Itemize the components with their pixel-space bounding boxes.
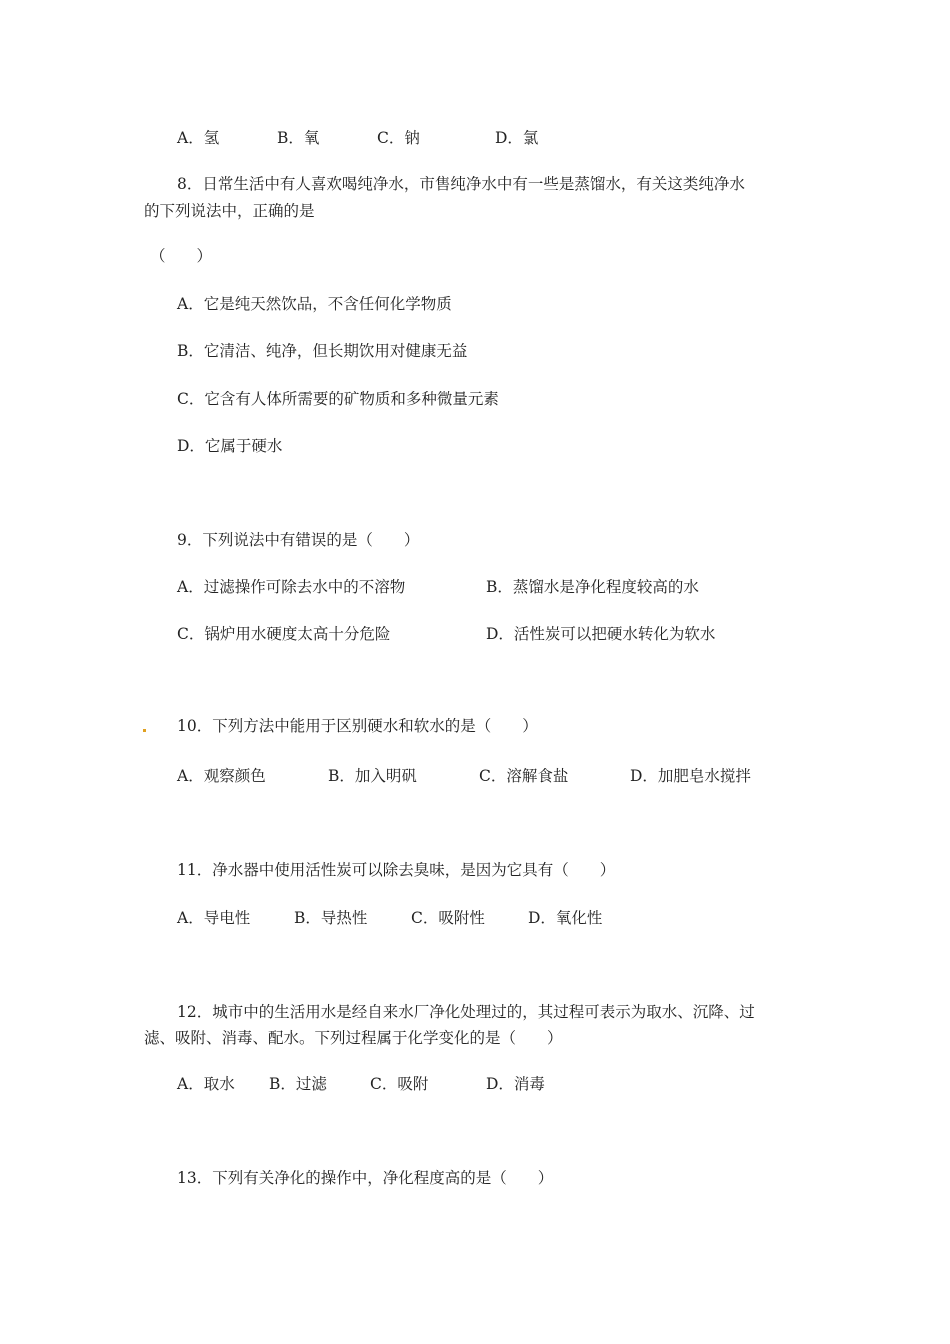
q13-stem: 13．下列有关净化的操作中，净化程度高的是（ ） [177, 1169, 554, 1187]
q7-option-d: D．氯 [495, 129, 539, 147]
q12-option-a: A．取水 [177, 1075, 235, 1093]
q9-stem: 9．下列说法中有错误的是（ ） [177, 531, 420, 549]
scan-artifact-dot [143, 729, 146, 732]
q9-option-d: D．活性炭可以把硬水转化为软水 [486, 625, 716, 643]
q12-option-b: B．过滤 [269, 1075, 327, 1093]
q9-option-b: B．蒸馏水是净化程度较高的水 [486, 578, 699, 596]
q11-stem: 11．净水器中使用活性炭可以除去臭味，是因为它具有（ ） [177, 861, 616, 879]
q12-stem-line2: 滤、吸附、消毒、配水。下列过程属于化学变化的是（ ） [144, 1029, 563, 1047]
q11-option-b: B．导热性 [294, 909, 368, 927]
q12-option-c: C．吸附 [370, 1075, 429, 1093]
q8-stem-line1: 8．日常生活中有人喜欢喝纯净水，市售纯净水中有一些是蒸馏水，有关这类纯净水 [177, 175, 745, 193]
q7-option-c: C．钠 [377, 129, 420, 147]
q7-option-a: A．氢 [177, 129, 220, 147]
q10-option-b: B．加入明矾 [328, 767, 417, 785]
q8-option-a: A．它是纯天然饮品，不含任何化学物质 [177, 295, 452, 313]
q10-option-d: D．加肥皂水搅拌 [630, 767, 751, 785]
q12-stem-line1: 12．城市中的生活用水是经自来水厂净化处理过的，其过程可表示为取水、沉降、过 [177, 1003, 755, 1021]
q7-option-b: B．氧 [277, 129, 320, 147]
q8-option-c: C．它含有人体所需要的矿物质和多种微量元素 [177, 390, 499, 408]
q11-option-a: A．导电性 [177, 909, 251, 927]
q10-option-a: A．观察颜色 [177, 767, 266, 785]
q8-option-b: B．它清洁、纯净，但长期饮用对健康无益 [177, 342, 468, 360]
q8-answer-blank: （ ） [150, 247, 213, 265]
q11-option-c: C．吸附性 [411, 909, 485, 927]
q10-option-c: C．溶解食盐 [479, 767, 569, 785]
q8-option-d: D．它属于硬水 [177, 437, 283, 455]
q12-option-d: D．消毒 [486, 1075, 545, 1093]
q10-stem: 10．下列方法中能用于区别硬水和软水的是（ ） [177, 717, 538, 735]
q9-option-a: A．过滤操作可除去水中的不溶物 [177, 578, 406, 596]
q8-stem-line2: 的下列说法中，正确的是 [144, 202, 315, 220]
q11-option-d: D．氧化性 [528, 909, 603, 927]
q9-option-c: C．锅炉用水硬度太高十分危险 [177, 625, 391, 643]
